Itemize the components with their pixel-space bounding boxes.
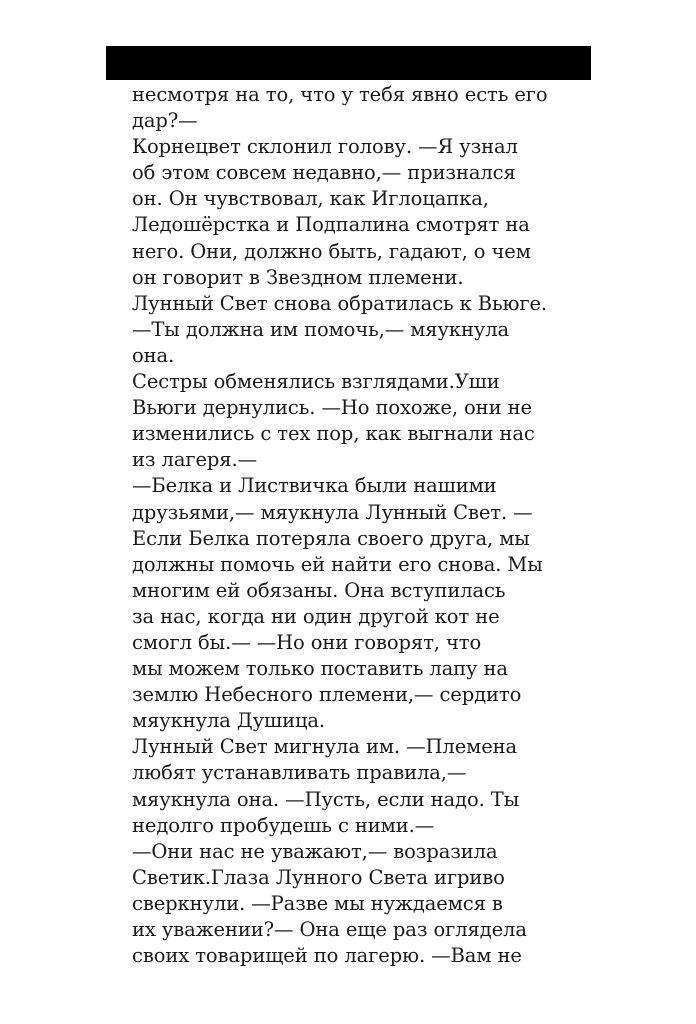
- text-line: он говорит в Звездном племени.: [132, 265, 464, 289]
- text-line: многим ей обязаны. Она вступилась: [132, 578, 506, 602]
- text-line: Лунный Свет снова обратилась к Вьюге.: [132, 291, 548, 315]
- text-line: изменились с тех пор, как выгнали нас: [132, 422, 535, 446]
- page-text: [132, 82, 572, 969]
- text-line: него. Они, должно быть, гадают, о чем: [132, 239, 531, 263]
- text-line: любят устанавливать правила,—: [132, 761, 467, 785]
- text-line: недолго пробудешь с ними.—: [132, 813, 435, 837]
- text-line: должны помочь ей найти его снова. Мы: [132, 552, 543, 576]
- text-line: из лагеря.—: [132, 448, 257, 472]
- text-line: дар?—: [132, 109, 198, 133]
- text-line: за нас, когда ни один другой кот не: [132, 604, 500, 628]
- text-line: Корнецвет склонил голову. —Я узнал: [132, 135, 518, 159]
- text-line: своих товарищей по лагерю. —Вам не: [132, 944, 522, 968]
- text-line: об этом совсем недавно,— признался: [132, 161, 516, 185]
- text-line: несмотря на то, что у тебя явно есть его: [132, 83, 548, 106]
- text-line: —Белка и Листвичка были нашими: [132, 474, 497, 498]
- text-line: друзьями,— мяукнула Лунный Свет. —: [132, 500, 533, 524]
- text-line: Светик.Глаза Лунного Света игриво: [132, 865, 505, 889]
- text-line: мы можем только поставить лапу на: [132, 657, 508, 681]
- text-line: —Они нас не уважают,— возразила: [132, 839, 498, 863]
- text-line: —Ты должна им помочь,— мяукнула: [132, 317, 510, 341]
- text-line: мяукнула она. —Пусть, если надо. Ты: [132, 787, 520, 811]
- text-line: Ледошёрстка и Подпалина смотрят на: [132, 213, 530, 237]
- text-line: Сестры обменялись взглядами.Уши: [132, 370, 500, 394]
- text-line: смогл бы.— —Но они говорят, что: [132, 630, 482, 654]
- text-line: она.: [132, 343, 175, 367]
- text-line: их уважении?— Она еще раз оглядела: [132, 918, 527, 941]
- text-line: Лунный Свет мигнула им. —Племена: [132, 735, 518, 759]
- text-line: землю Небесного племени,— сердито: [132, 683, 522, 707]
- text-line: Если Белка потеряла своего друга, мы: [132, 526, 530, 550]
- redaction-bar: [106, 46, 591, 80]
- text-line: сверкнули. —Разве мы нуждаемся в: [132, 891, 503, 915]
- text-line: Вьюги дернулись. —Но похоже, они не: [132, 396, 532, 420]
- text-line: мяукнула Душица.: [132, 709, 326, 733]
- text-line: он. Он чувствовал, как Иглоцапка,: [132, 187, 489, 211]
